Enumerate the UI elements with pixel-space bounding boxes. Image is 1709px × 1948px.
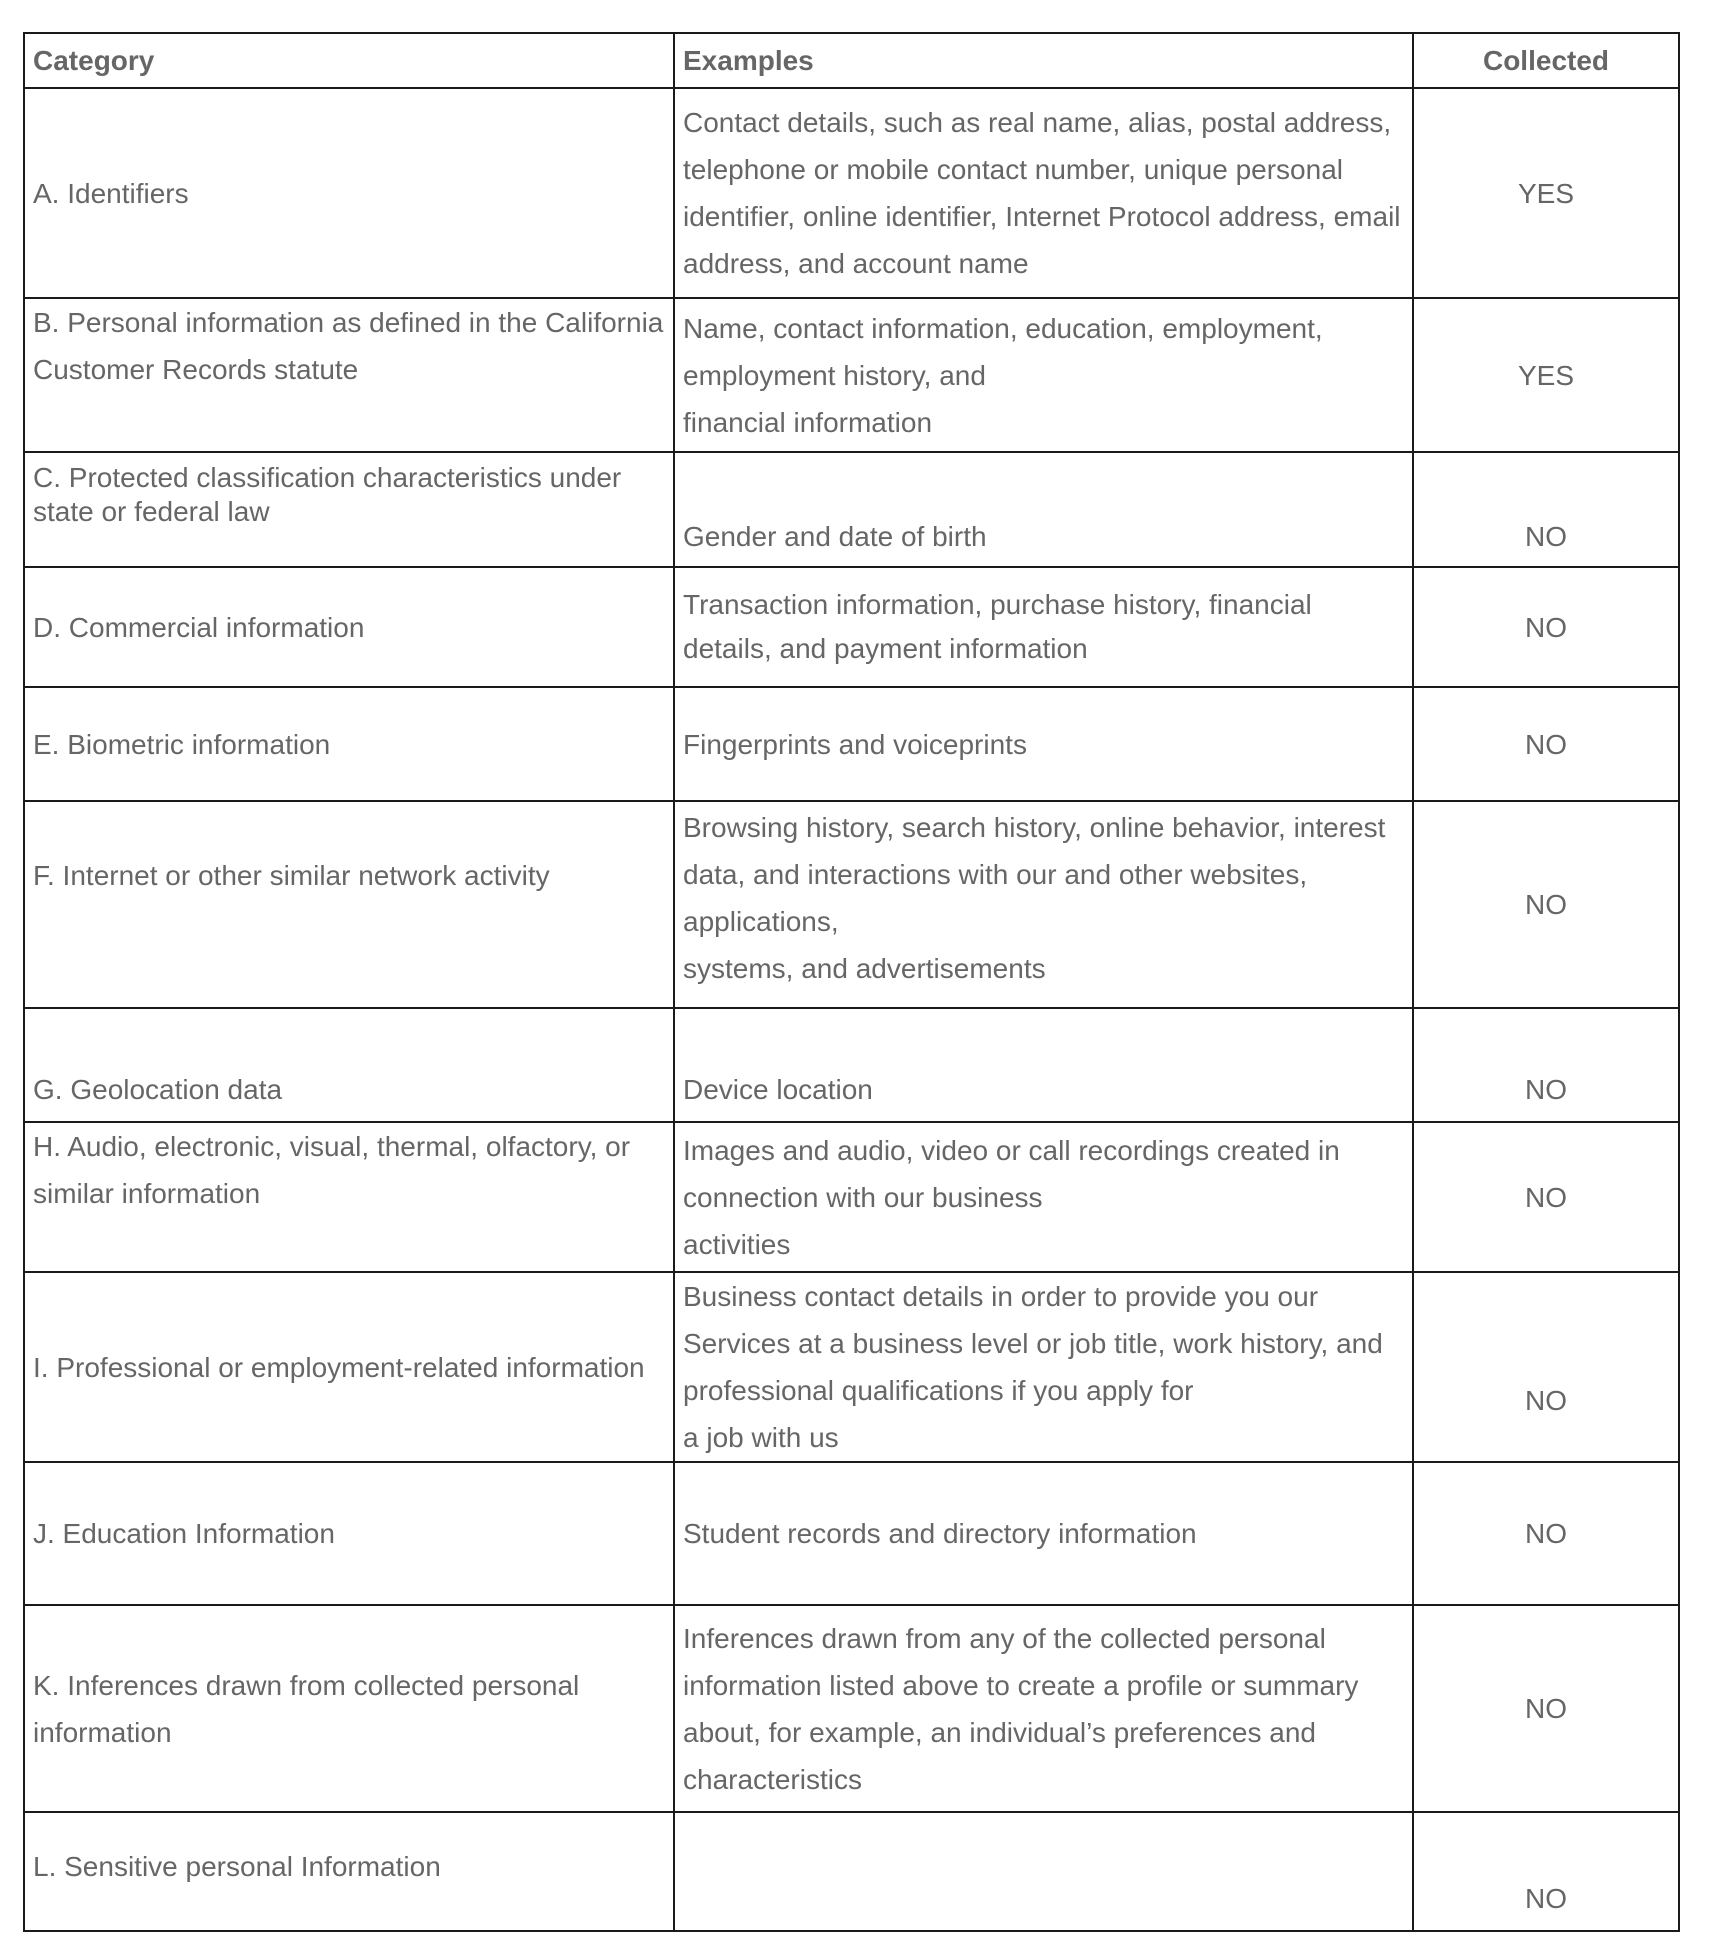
table-row bbox=[24, 567, 1679, 687]
examples-cell: Gender and date of birth bbox=[674, 452, 1413, 567]
category-cell: J. Education Information bbox=[24, 1462, 674, 1605]
collected-cell: NO bbox=[1413, 1008, 1679, 1122]
table-row bbox=[24, 1272, 1679, 1462]
table-row bbox=[24, 452, 1679, 567]
collected-cell: NO bbox=[1413, 801, 1679, 1008]
examples-cell: Contact details, such as real name, alias, postal address, telephone or mobile contact number, unique personal identifier, online identifier, Internet Protocol address, email address, and account name bbox=[674, 88, 1413, 298]
table-row bbox=[24, 1122, 1679, 1272]
examples-cell: Student records and directory information bbox=[674, 1462, 1413, 1605]
header-examples: Examples bbox=[674, 33, 1413, 88]
collected-cell: NO bbox=[1413, 452, 1679, 567]
collected-cell: NO bbox=[1413, 687, 1679, 801]
collected-cell: NO bbox=[1413, 1812, 1679, 1931]
collected-cell: YES bbox=[1413, 298, 1679, 452]
examples-cell bbox=[674, 1812, 1413, 1931]
category-cell: I. Professional or employment-related information bbox=[24, 1272, 674, 1462]
header-category: Category bbox=[24, 33, 674, 88]
category-cell: L. Sensitive personal Information bbox=[24, 1812, 674, 1931]
table-row bbox=[24, 88, 1679, 298]
category-cell: H. Audio, electronic, visual, thermal, olfactory, or similar information bbox=[24, 1122, 674, 1272]
personal-information-table bbox=[23, 32, 1680, 1932]
examples-cell: Fingerprints and voiceprints bbox=[674, 687, 1413, 801]
collected-cell: NO bbox=[1413, 1122, 1679, 1272]
table-row bbox=[24, 1462, 1679, 1605]
examples-cell: Images and audio, video or call recordings created in connection with our business activities bbox=[674, 1122, 1413, 1272]
table-row bbox=[24, 801, 1679, 1008]
category-cell: E. Biometric information bbox=[24, 687, 674, 801]
collected-cell: NO bbox=[1413, 1462, 1679, 1605]
examples-cell: Name, contact information, education, employment, employment history, and financial information bbox=[674, 298, 1413, 452]
category-cell: D. Commercial information bbox=[24, 567, 674, 687]
examples-cell: Inferences drawn from any of the collected personal information listed above to create a profile or summary about, for example, an individual’s preferences and characteristics bbox=[674, 1605, 1413, 1812]
category-cell: B. Personal information as defined in the California Customer Records statute bbox=[24, 298, 674, 452]
collected-cell: YES bbox=[1413, 88, 1679, 298]
table-row bbox=[24, 687, 1679, 801]
examples-cell: Business contact details in order to provide you our Services at a business level or job title, work history, and professional qualifications if you apply for a job with us bbox=[674, 1272, 1413, 1462]
category-cell: G. Geolocation data bbox=[24, 1008, 674, 1122]
examples-cell: Browsing history, search history, online behavior, interest data, and interactions with our and other websites, applications, systems, and advertisements bbox=[674, 801, 1413, 1008]
table-header-row bbox=[24, 33, 1679, 88]
examples-cell: Transaction information, purchase history, financial details, and payment information bbox=[674, 567, 1413, 687]
collected-cell: NO bbox=[1413, 1272, 1679, 1462]
table-row bbox=[24, 1812, 1679, 1931]
collected-cell: NO bbox=[1413, 567, 1679, 687]
category-cell: F. Internet or other similar network activity bbox=[24, 801, 674, 1008]
table-row bbox=[24, 298, 1679, 452]
header-collected: Collected bbox=[1413, 33, 1679, 88]
table-row bbox=[24, 1605, 1679, 1812]
collected-cell: NO bbox=[1413, 1605, 1679, 1812]
category-cell: A. Identifiers bbox=[24, 88, 674, 298]
examples-cell: Device location bbox=[674, 1008, 1413, 1122]
category-cell: C. Protected classification characteristics under state or federal law bbox=[24, 452, 674, 567]
table-row bbox=[24, 1008, 1679, 1122]
category-cell: K. Inferences drawn from collected personal information bbox=[24, 1605, 674, 1812]
